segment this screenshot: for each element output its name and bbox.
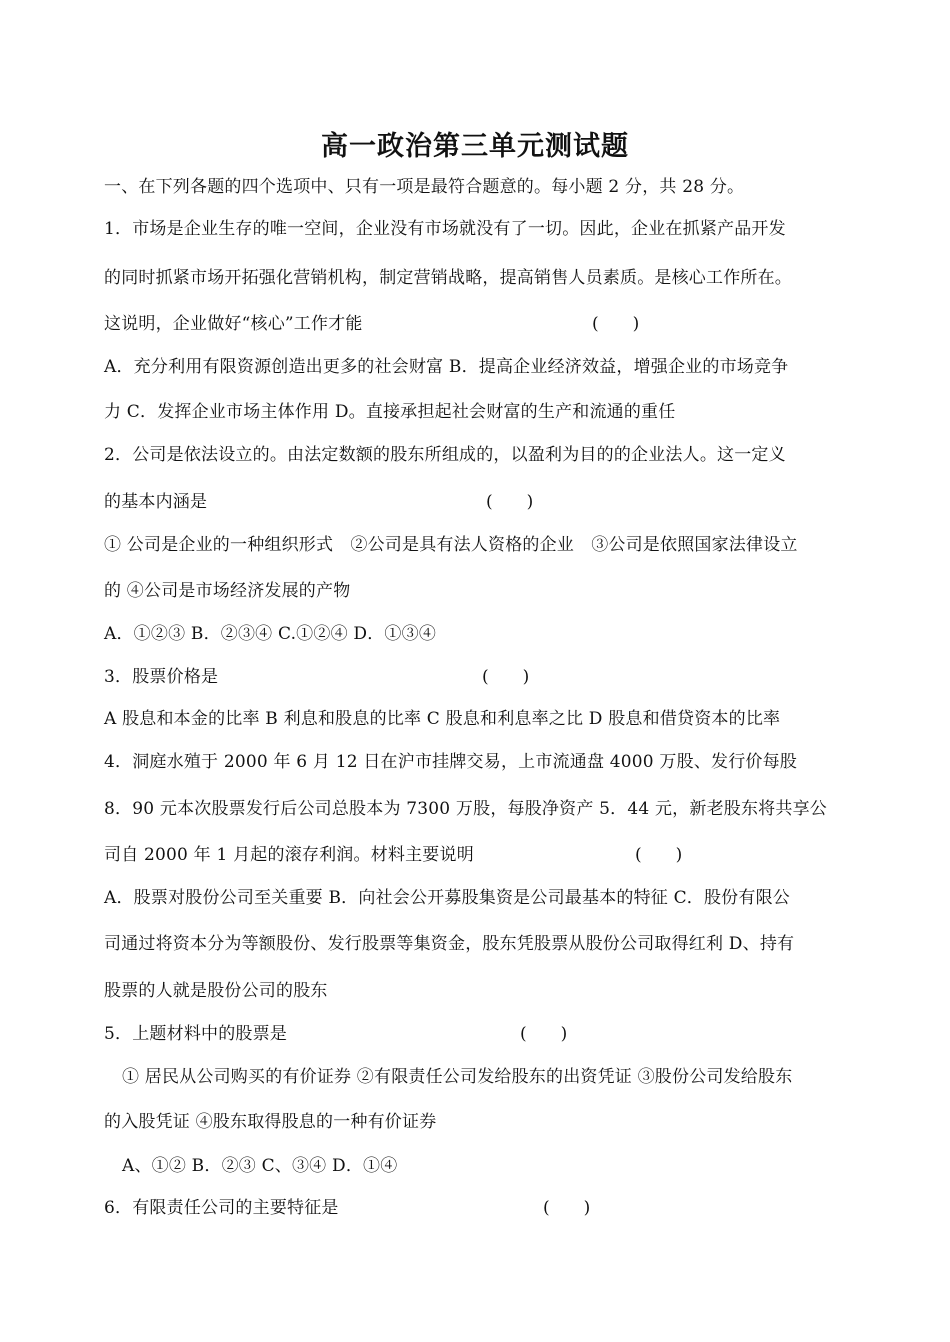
answer-blank-2: ( ) — [486, 492, 534, 512]
question-4-options-line-3: 股票的人就是股份公司的股东 — [104, 981, 328, 1001]
answer-blank-4: ( ) — [635, 845, 683, 865]
question-4-options-line-1: A．股票对股份公司至关重要 B．向社会公开募股集资是公司最基本的特征 C．股份有限公 — [104, 888, 790, 908]
question-2-statements-line-2: 的 ④公司是市场经济发展的产物 — [104, 581, 351, 601]
question-2-text-line-2: 的基本内涵是 — [104, 492, 208, 512]
question-2-text-line-1: 2．公司是依法设立的。由法定数额的股东所组成的，以盈利为目的的企业法人。这一定义 — [104, 445, 786, 465]
question-1-options-line-1: A．充分利用有限资源创造出更多的社会财富 B．提高企业经济效益，增强企业的市场竞争 — [104, 357, 789, 377]
question-4-options-line-2: 司通过将资本分为等额股份、发行股票等集资金，股东凭股票从股份公司取得红利 D、持有 — [104, 934, 795, 954]
question-1-options-line-2: 力 C．发挥企业市场主体作用 D。直接承担起社会财富的生产和流通的重任 — [104, 402, 676, 422]
question-4-text-line-3: 司自 2000 年 1 月起的滚存利润。材料主要说明 — [104, 845, 474, 865]
question-5-statements-line-1: ① 居民从公司购买的有价证券 ②有限责任公司发给股东的出资凭证 ③股份公司发给股东 — [122, 1067, 793, 1087]
question-3-text: 3．股票价格是 — [104, 667, 219, 687]
question-4-text-line-2: 8．90 元本次股票发行后公司总股本为 7300 万股，每股净资产 5．44 元，新老股东将共享公 — [104, 799, 827, 819]
question-1-text-line-1: 1．市场是企业生存的唯一空间，企业没有市场就没有了一切。因此，企业在抓紧产品开发 — [104, 219, 786, 239]
question-2-options: A．①②③ B．②③④ C.①②④ D．①③④ — [104, 624, 437, 644]
question-3-options: A 股息和本金的比率 B 利息和股息的比率 C 股息和利息率之比 D 股息和借贷资本的比率 — [104, 709, 781, 729]
question-6-text: 6．有限责任公司的主要特征是 — [104, 1198, 339, 1218]
question-4-text-line-1: 4．洞庭水殖于 2000 年 6 月 12 日在沪市挂牌交易，上市流通盘 4000 万股、发行价每股 — [104, 752, 798, 772]
question-1-text-line-2: 的同时抓紧市场开拓强化营销机构，制定营销战略，提高销售人员素质。是核心工作所在。 — [104, 268, 792, 288]
question-1-text-line-3: 这说明，企业做好“核心”工作才能 — [104, 314, 363, 334]
answer-blank-1: ( ) — [592, 314, 640, 334]
document-title: 高一政治第三单元测试题 — [321, 131, 629, 162]
section-heading: 一、在下列各题的四个选项中、只有一项是最符合题意的。每小题 2 分，共 28 分。 — [104, 177, 745, 197]
question-5-text: 5．上题材料中的股票是 — [104, 1024, 288, 1044]
answer-blank-5: ( ) — [520, 1024, 568, 1044]
question-2-statements-line-1: ① 公司是企业的一种组织形式 ②公司是具有法人资格的企业 ③公司是依照国家法律设立 — [104, 535, 798, 555]
question-5-statements-line-2: 的入股凭证 ④股东取得股息的一种有价证券 — [104, 1112, 437, 1132]
question-5-options: A、①② B．②③ C、③④ D．①④ — [122, 1156, 398, 1176]
answer-blank-6: ( ) — [543, 1198, 591, 1218]
answer-blank-3: ( ) — [482, 667, 530, 687]
